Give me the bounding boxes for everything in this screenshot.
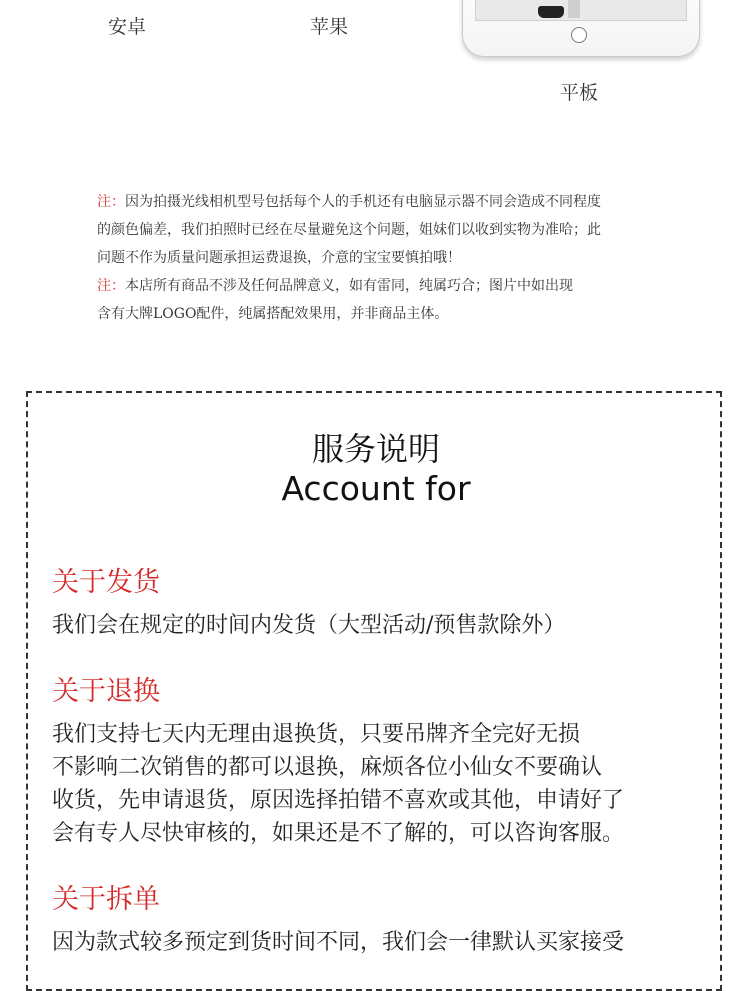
section-line: 不影响二次销售的都可以退换，麻烦各位小仙女不要确认 [52,755,603,780]
tablet-screen [475,0,687,21]
device-label-android: 安卓 [108,16,147,38]
note-text: 本店所有商品不涉及任何品牌意义，如有雷同，纯属巧合；图片中如出现 [125,278,573,294]
device-label-tablet: 平板 [560,82,599,104]
section-body [52,926,722,959]
section-heading: 关于退换 [52,676,160,707]
note-text: 因为拍摄光线相机型号包括每个人的手机还有电脑显示器不同会造成不同程度 [125,194,601,210]
service-title [28,429,724,509]
section-split-order [52,882,722,959]
section-heading: 关于发货 [52,567,160,598]
tablet-screen-photo [538,6,564,18]
service-title-en: Account for [281,469,471,508]
section-line: 我们支持七天内无理由退换货，只要吊牌齐全完好无损 [52,722,581,747]
tablet-illustration [462,0,700,57]
note-line: 含有大牌LOGO配件，纯属搭配效果用，并非商品主体。 [97,306,449,322]
disclaimer-notes [97,188,697,328]
section-heading: 关于拆单 [52,884,160,915]
note-prefix: 注： [97,194,125,210]
tablet-screen-photo-detail [568,0,580,18]
section-line: 收货，先申请退货，原因选择拍错不喜欢或其他，申请好了 [52,788,625,813]
section-line: 因为款式较多预定到货时间不同，我们会一律默认买家接受 [52,930,625,955]
note-line [97,188,697,216]
device-label-apple: 苹果 [310,16,349,38]
service-section [26,391,722,991]
section-line: 会有专人尽快审核的，如果还是不了解的，可以咨询客服。 [52,821,625,846]
section-line: 我们会在规定的时间内发货（大型活动/预售款除外） [52,613,566,638]
home-button-icon [571,27,587,43]
note-line [97,272,697,300]
note-prefix: 注： [97,278,125,294]
section-returns [52,674,722,850]
note-line: 问题不作为质量问题承担运费退换，介意的宝宝要慎拍哦！ [97,250,461,266]
section-body [52,609,722,642]
section-shipping [52,565,722,642]
note-line: 的颜色偏差，我们拍照时已经在尽量避免这个问题，姐妹们以收到实物为准哈；此 [97,222,601,238]
section-body [52,718,722,850]
service-title-zh: 服务说明 [311,430,440,468]
